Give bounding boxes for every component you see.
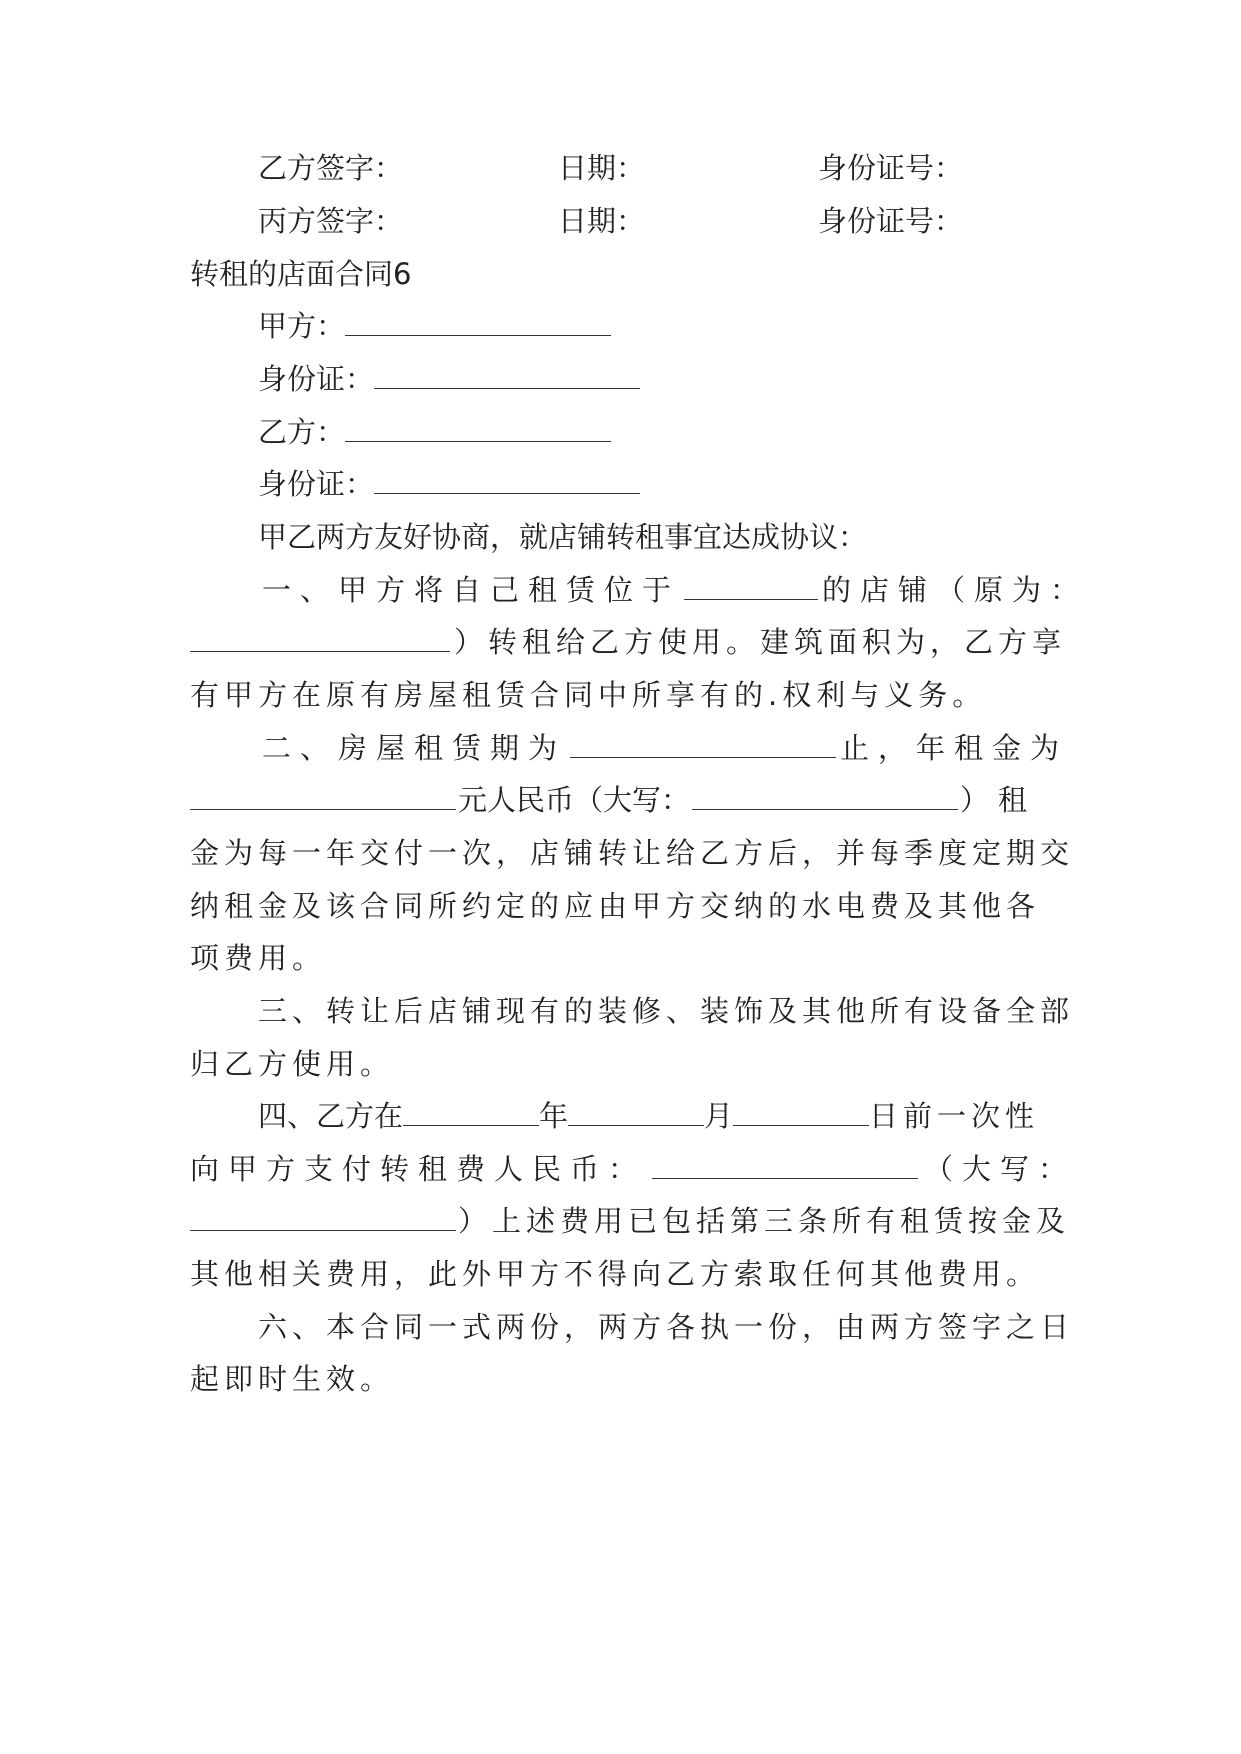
clause4-line1	[258, 1096, 1039, 1136]
clause4-line2	[190, 1149, 1076, 1189]
clause2-blank-rent-words	[692, 781, 958, 810]
party-label-jia-id: 身份证：	[258, 362, 375, 396]
clause2-blank-rent	[190, 781, 456, 810]
clause6-line2: 起即时生效。	[190, 1362, 395, 1396]
clause1-line2	[190, 622, 1066, 662]
clause1-line3: 有甲方在原有房屋租赁合同中所享有的.权利与义务。	[190, 678, 987, 712]
clause1-text-b: 的店铺（原为：	[822, 573, 1089, 607]
party-field-yi-id	[258, 464, 640, 504]
clause1-text-a: 一、甲方将自己租赁位于	[262, 573, 681, 607]
clause4-blank-fee-words	[190, 1202, 456, 1231]
signature-date-bing: 日期：	[558, 204, 646, 238]
clause4-line4: 其他相关费用，此外甲方不得向乙方索取任何其他费用。	[190, 1257, 1041, 1291]
clause1-text-c: ）转租给乙方使用。建筑面积为，乙方享	[454, 625, 1067, 659]
clause3-line2: 归乙方使用。	[190, 1047, 395, 1081]
clause1-line1	[262, 570, 1088, 610]
clause4-blank-month	[568, 1097, 704, 1126]
clause2-line2	[190, 780, 1036, 820]
signature-date-yi: 日期：	[558, 151, 646, 185]
clause4-text-a: 四、乙方在	[258, 1099, 404, 1133]
clause4-text-c: 月	[704, 1099, 734, 1133]
clause4-text-f: （大写：	[924, 1152, 1077, 1186]
clause1-blank-location	[684, 571, 818, 600]
clause4-blank-day	[733, 1097, 869, 1126]
clause3-line1: 三、转让后店铺现有的装修、装饰及其他所有设备全部	[258, 994, 1075, 1028]
party-label-jia: 甲方：	[258, 309, 346, 343]
clause4-blank-fee	[652, 1150, 918, 1179]
clause2-line1	[262, 728, 1068, 768]
clause2-text-b: 止，年租金为	[840, 731, 1069, 765]
contract-title: 转租的店面合同6	[190, 257, 412, 291]
party-field-jia-id	[258, 359, 640, 399]
clause2-line5: 项费用。	[190, 941, 327, 975]
signature-signer-yi: 乙方签字：	[258, 151, 404, 185]
clause2-line3: 金为每一年交付一次，店铺转让给乙方后，并每季度定期交	[190, 836, 1075, 870]
signature-id-yi: 身份证号：	[818, 151, 964, 185]
clause4-text-e: 向甲方支付转租费人民币：	[190, 1152, 647, 1186]
party-field-jia	[258, 306, 611, 346]
party-field-yi	[258, 412, 611, 452]
party-blank-jia	[345, 307, 611, 336]
party-label-yi: 乙方：	[258, 415, 346, 449]
clause4-blank-year	[403, 1097, 539, 1126]
party-blank-yi-id	[374, 465, 640, 494]
party-label-yi-id: 身份证：	[258, 467, 375, 501]
party-blank-jia-id	[374, 360, 640, 389]
clause2-blank-term	[570, 729, 836, 758]
clause6-line1: 六、本合同一式两份，两方各执一份，由两方签字之日	[258, 1310, 1075, 1344]
clause2-text-d: ）租	[960, 783, 1037, 817]
signature-signer-bing: 丙方签字：	[258, 204, 404, 238]
intro-text: 甲乙两方友好协商，就店铺转租事宜达成协议：	[258, 520, 868, 554]
party-blank-yi	[345, 413, 611, 442]
clause2-text-c: 元人民币（大写：	[458, 783, 691, 817]
clause4-text-b: 年	[539, 1099, 569, 1133]
clause1-blank-original	[190, 623, 450, 652]
clause4-text-g: ）上述费用已包括第三条所有租赁按金及	[458, 1204, 1071, 1238]
clause4-text-d: 日前一次性	[869, 1099, 1040, 1133]
clause2-line4: 纳租金及该合同所约定的应由甲方交纳的水电费及其他各	[190, 889, 1041, 923]
signature-id-bing: 身份证号：	[818, 204, 964, 238]
clause2-text-a: 二、房屋租赁期为	[262, 731, 567, 765]
clause4-line3	[190, 1201, 1070, 1241]
